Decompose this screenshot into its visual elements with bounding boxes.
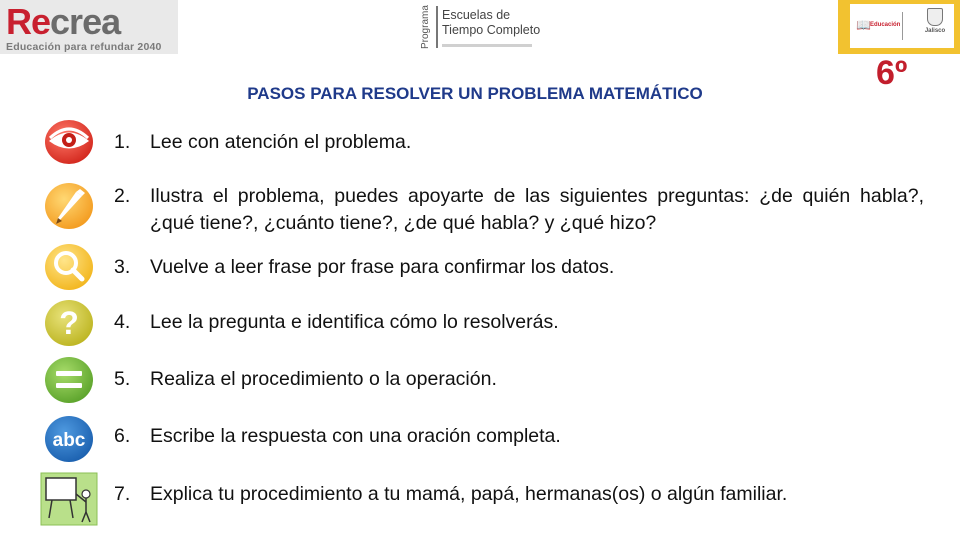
education-label: Educación: [870, 22, 901, 28]
pencil-icon: [42, 180, 96, 232]
abc-icon: [42, 413, 96, 465]
step-4-number: 4.: [114, 311, 131, 333]
step-6: [114, 423, 924, 450]
step-7: [114, 481, 924, 508]
step-6-number: 6.: [114, 425, 131, 447]
step-7-number: 7.: [114, 483, 131, 505]
page-title-text: PASOS PARA RESOLVER UN PROBLEMA MATEMÁTICO: [247, 84, 703, 103]
teacher-board-icon: [40, 472, 98, 524]
crest-icon: [927, 8, 943, 26]
book-icon: 📖: [856, 18, 871, 32]
logo-separator: [902, 12, 903, 40]
step-6-text: Escribe la respuesta con una oración completa.: [150, 425, 561, 447]
step-3-number: 3.: [114, 256, 131, 278]
etc-program-label: Programa: [420, 5, 431, 49]
etc-divider: [436, 6, 438, 48]
etc-underline: [442, 44, 532, 47]
recrea-brand-re: Re: [6, 1, 51, 42]
step-1-text: Lee con atención el problema.: [150, 131, 412, 153]
svg-text:?: ?: [59, 305, 79, 341]
step-1: [114, 129, 924, 156]
question-icon: [42, 297, 96, 349]
jalisco-education-logo: [838, 0, 960, 54]
step-5: [114, 366, 924, 393]
step-4: [114, 309, 924, 336]
recrea-brand-crea: crea: [50, 1, 121, 42]
etc-program-logo: [420, 2, 544, 52]
equals-icon: [42, 354, 96, 406]
step-2: [114, 183, 924, 237]
step-5-number: 5.: [114, 368, 131, 390]
step-2-number: 2.: [114, 185, 131, 207]
recrea-tagline: Educación para refundar 2040: [6, 41, 162, 53]
eye-icon: [42, 116, 96, 168]
svg-text:abc: abc: [52, 430, 86, 451]
page-title: [0, 84, 950, 104]
jalisco-logo-panel: [850, 4, 954, 48]
grade-label: 6º: [876, 54, 908, 92]
step-1-number: 1.: [114, 131, 131, 153]
step-4-text: Lee la pregunta e identifica cómo lo resolverás.: [150, 311, 559, 333]
step-5-text: Realiza el procedimiento o la operación.: [150, 368, 497, 390]
etc-line2: Tiempo Completo: [442, 23, 541, 37]
recrea-brand: [6, 1, 172, 42]
step-2-text: Ilustra el problema, puedes apoyarte de las siguientes preguntas: ¿de quién habla?, ¿qué tiene?, ¿cuánto tiene?, ¿de qué habla? y ¿qué hizo?: [150, 185, 924, 234]
step-7-text: Explica tu procedimiento a tu mamá, papá, hermanas(os) o algún familiar.: [150, 483, 788, 505]
etc-line1: Escuelas de: [442, 8, 511, 22]
step-3-text: Vuelve a leer frase por frase para confirmar los datos.: [150, 256, 615, 278]
step-3: [114, 254, 924, 281]
magnifier-icon: [42, 241, 96, 293]
jalisco-seal: [920, 8, 950, 44]
recrea-logo: [0, 0, 178, 54]
jalisco-label: Jalisco: [924, 28, 946, 34]
